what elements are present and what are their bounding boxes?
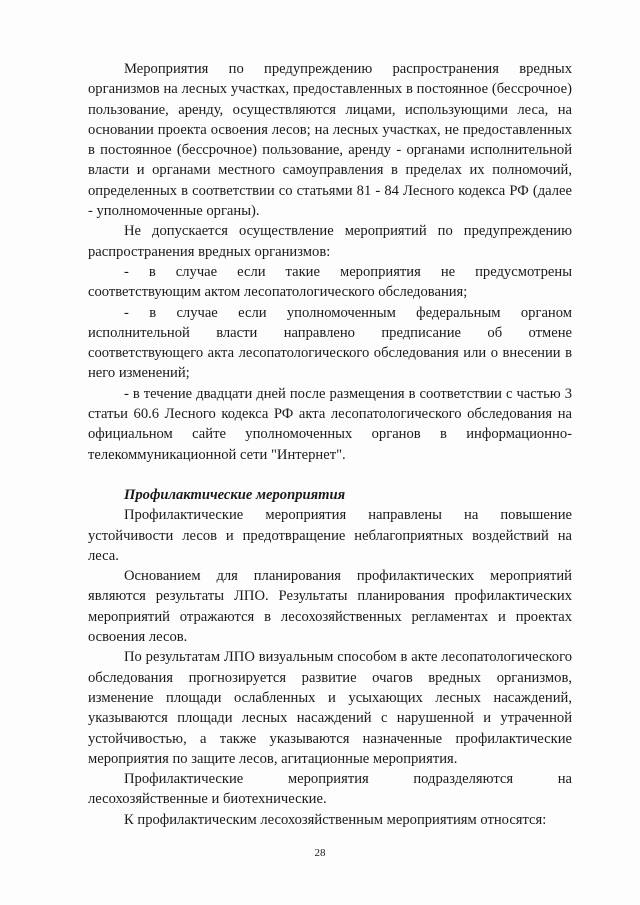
paragraph-preventive-purpose: Профилактические мероприятия направлены на повышение устойчивости лесов и предотвращение неблагоприятных воздействий на леса. [88,507,572,564]
paragraph-lpo-results: По результатам ЛПО визуальным способом в акте лесопатологического обследования прогнозируется развитие очагов вредных организмов, изменение площади ослабленных и усыхающих лесных насаждений, указываются площади лесных насаждений с нарушенной и утраченной устойчивостью, а также указываются назначенные профилактические мероприятия по защите лесов, агитационные мероприятия. [88,649,572,767]
paragraph-not-allowed: Не допускается осуществление мероприятий по предупреждению распространения вредных организмов: [88,223,572,260]
list-item-twenty-days: - в течение двадцати дней после размещения в соответствии с частью 3 статьи 60.6 Лесного кодекса РФ акта лесопатологического обследования на официальном сайте уполномоченных органов в информационно-телекоммуникационной сети "Интернет". [88,385,572,463]
section-heading: Профилактические мероприятия [124,486,346,503]
paragraph-forestry-measures-intro: К профилактическим лесохозяйственным мероприятиям относятся: [124,811,547,828]
section-spacer [88,465,572,485]
paragraph-planning-basis: Основанием для планирования профилактических мероприятий являются результаты ЛПО. Результаты планирования профилактических мероприятий отражаются в лесохозяйственных регламентах и проектах освоения лесов. [88,568,572,646]
paragraph-measures-responsibility: Мероприятия по предупреждению распространения вредных организмов на лесных участках, предоставленных в постоянное (бессрочное) пользование, аренду, осуществляются лицами, использующими леса, на основании проекта освоения лесов; на лесных участках, не предоставленных в постоянное (бессрочное) пользование, аренду - органами исполнительной власти и органами местного самоуправления в пределах их полномочий, определенных в соответствии со статьями 81 - 84 Лесного кодекса РФ (далее - уполномоченные органы). [88,61,572,220]
page-number: 28 [314,847,326,859]
list-item-not-provided: - в случае если такие мероприятия не предусмотрены соответствующим актом лесопатологического обследования; [88,263,572,301]
paragraph-subdivision: Профилактические мероприятия подразделяются на лесохозяйственные и биотехнические. [88,771,572,808]
list-item-cancellation-order: - в случае если уполномоченным федеральным органом исполнительной власти направлено предписание об отмене соответствующего акта лесопатологического обследования или о внесении в него изменений; [88,304,572,382]
body-text [88,59,572,830]
